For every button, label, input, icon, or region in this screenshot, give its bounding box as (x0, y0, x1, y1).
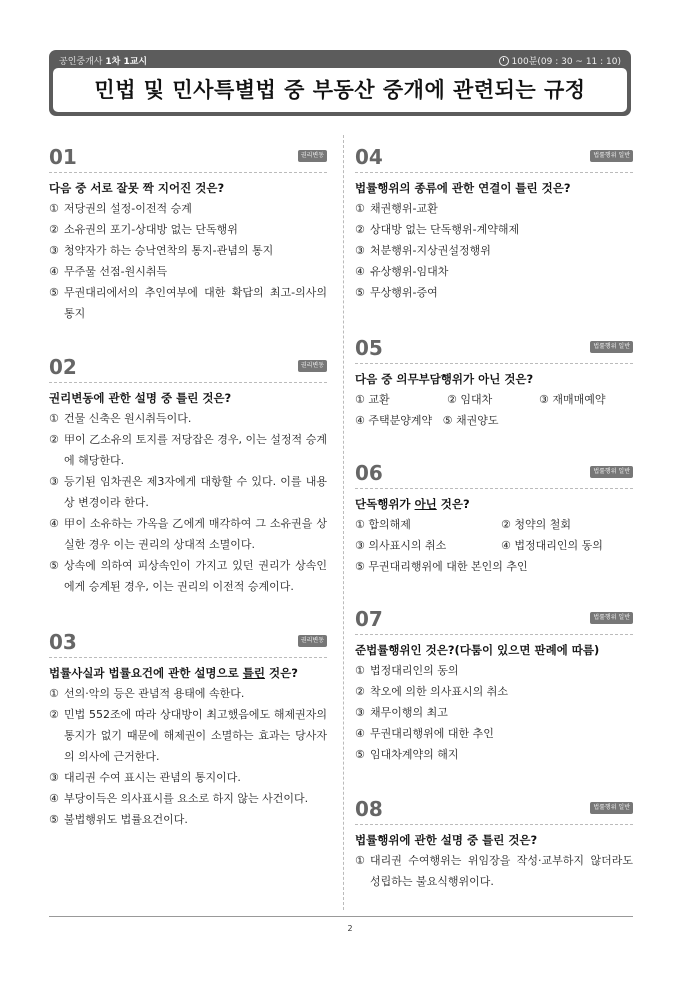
option-1[interactable] (355, 198, 633, 219)
option-3[interactable] (355, 240, 633, 261)
option-text: 건물 신축은 원시취득이다. (64, 412, 192, 425)
option-3[interactable] (49, 240, 327, 261)
option-mark: ① (355, 854, 365, 867)
option-3[interactable] (355, 535, 501, 556)
question-number: 08 (355, 797, 383, 821)
topic-tag: 법률행위 일반 (590, 612, 633, 624)
option-mark: ③ (49, 244, 59, 257)
stem-keyword: 아닌 (414, 497, 437, 511)
option-2[interactable] (355, 681, 633, 702)
option-text: 법정대리인의 동의 (370, 664, 459, 677)
question-number: 02 (49, 355, 77, 379)
option-4[interactable] (49, 513, 327, 555)
option-mark: ④ (49, 517, 59, 530)
option-1[interactable] (49, 408, 327, 429)
option-text: 소유권의 포기-상대방 없는 단독행위 (64, 223, 238, 236)
exam-title: 민법 및 민사특별법 중 부동산 중개에 관련되는 규정 (53, 68, 627, 112)
option-3[interactable] (355, 702, 633, 723)
option-4[interactable] (501, 535, 633, 556)
stem-text: 단독행위가 (355, 497, 415, 511)
question-stem (355, 495, 633, 514)
option-text: 무주물 선점-원시취득 (64, 265, 168, 278)
option-list (355, 389, 633, 410)
exam-header (49, 50, 631, 116)
option-text: 대리권 수여행위는 위임장을 작성·교부하지 않더라도 성립하는 불요식행위이다. (370, 854, 633, 888)
option-5[interactable] (49, 282, 327, 324)
option-mark: ② (447, 393, 457, 406)
question-number: 03 (49, 630, 77, 654)
question-number: 06 (355, 461, 383, 485)
option-text: 대리권 수여 표시는 관념의 통지이다. (64, 771, 241, 784)
option-text: 임대차 (460, 393, 493, 406)
option-2[interactable] (49, 219, 327, 240)
option-text: 착오에 의한 의사표시의 취소 (370, 685, 509, 698)
option-text: 상속에 의하여 피상속인이 가지고 있던 권리가 상속인에게 승계된 경우, 이는 권리의 이전적 승계이다. (64, 559, 327, 593)
option-3[interactable] (539, 389, 633, 410)
option-text: 주택분양계약 (368, 414, 433, 427)
option-text: 교환 (368, 393, 390, 406)
question-stem: 법률행위에 관한 설명 중 틀린 것은? (355, 833, 538, 847)
option-mark: ④ (355, 414, 365, 427)
question-stem: 다음 중 의무부담행위가 아닌 것은? (355, 372, 534, 386)
option-5[interactable] (355, 556, 633, 577)
option-text: 甲이 乙소유의 토지를 저당잡은 경우, 이는 설정적 승계에 해당한다. (64, 433, 327, 467)
option-mark: ⑤ (355, 560, 365, 573)
option-2[interactable] (49, 704, 327, 767)
option-4[interactable] (49, 788, 327, 809)
question-01 (49, 145, 327, 324)
option-text: 청약자가 하는 승낙연착의 통지-관념의 통지 (64, 244, 274, 257)
option-mark: ③ (49, 475, 59, 488)
option-3[interactable] (49, 471, 327, 513)
option-text: 저당권의 설정-이전적 승계 (64, 202, 192, 215)
question-number: 05 (355, 336, 383, 360)
option-list (49, 683, 327, 830)
option-text: 무상행위-증여 (370, 286, 438, 299)
option-text: 등기된 임차권은 제3자에게 대항할 수 있다. 이를 내용상 변경이라 한다. (64, 475, 327, 509)
question-02 (49, 355, 327, 597)
option-4[interactable] (355, 261, 633, 282)
option-mark: ② (49, 433, 59, 446)
option-text: 무권대리행위에 대한 본인의 추인 (368, 560, 528, 573)
option-list (49, 198, 327, 324)
question-rule (355, 172, 633, 173)
stem-text: 것은? (436, 497, 470, 511)
option-text: 청약의 철회 (514, 518, 572, 531)
option-mark: ④ (501, 539, 511, 552)
question-rule (355, 634, 633, 635)
option-mark: ④ (355, 265, 365, 278)
stem-text: 법률사실과 법률요건에 관한 설명으로 (49, 666, 243, 680)
option-list (355, 514, 633, 556)
topic-tag: 법률행위 일반 (590, 802, 633, 814)
stem-keyword: 틀린 (242, 666, 265, 680)
option-mark: ⑤ (49, 559, 59, 572)
option-mark: ③ (355, 539, 365, 552)
question-number: 04 (355, 145, 383, 169)
footer-rule (49, 916, 633, 917)
question-rule (49, 382, 327, 383)
option-mark: ① (49, 202, 59, 215)
question-stem (49, 664, 327, 683)
question-number: 07 (355, 607, 383, 631)
option-mark: ④ (355, 727, 365, 740)
option-list (355, 198, 633, 303)
option-row-2 (355, 410, 633, 431)
option-1[interactable] (49, 198, 327, 219)
option-mark: ② (355, 223, 365, 236)
option-2[interactable] (447, 389, 539, 410)
question-stem: 준법률행위인 것은?(다툼이 있으면 판례에 따름) (355, 643, 600, 657)
session-label: 1차 1교시 (105, 57, 148, 67)
option-mark: ② (49, 223, 59, 236)
option-text: 합의해제 (368, 518, 411, 531)
topic-tag: 법률행위 일반 (590, 150, 633, 162)
option-text: 의사표시의 취소 (368, 539, 447, 552)
option-mark: ④ (49, 265, 59, 278)
option-1[interactable] (355, 514, 501, 535)
option-text: 선의·악의 등은 관념적 용태에 속한다. (64, 687, 245, 700)
question-05 (355, 336, 633, 431)
page-number: 2 (347, 924, 353, 933)
option-mark: ② (49, 708, 59, 721)
option-5[interactable] (49, 809, 327, 830)
option-mark: ⑤ (49, 813, 59, 826)
option-list (355, 850, 633, 892)
option-5[interactable] (355, 282, 633, 303)
option-text: 부당이득은 의사표시를 요소로 하지 않는 사건이다. (64, 792, 309, 805)
option-text: 임대차계약의 해지 (370, 748, 459, 761)
question-rule (49, 657, 327, 658)
option-text: 채권양도 (456, 414, 499, 427)
topic-tag: 권리변동 (298, 150, 327, 162)
option-text: 불법행위도 법률요건이다. (64, 813, 188, 826)
exam-series (59, 54, 147, 67)
option-mark: ① (355, 664, 365, 677)
question-04 (355, 145, 633, 303)
topic-tag: 권리변동 (298, 635, 327, 647)
option-4[interactable] (355, 414, 432, 427)
option-2[interactable] (501, 514, 633, 535)
clock-icon (499, 56, 509, 66)
option-mark: ① (355, 202, 365, 215)
stem-text: 것은? (264, 666, 298, 680)
option-text: 무권대리에서의 추인여부에 대한 확답의 최고-의사의 통지 (64, 286, 327, 320)
option-4[interactable] (355, 723, 633, 744)
option-text: 유상행위-임대차 (370, 265, 449, 278)
option-list (49, 408, 327, 597)
option-text: 甲이 소유하는 가옥을 乙에게 매각하여 그 소유권을 상실한 경우 이는 권리의 상대적 소멸이다. (64, 517, 327, 551)
option-mark: ③ (355, 706, 365, 719)
question-stem: 법률행위의 종류에 관한 연결이 틀린 것은? (355, 181, 571, 195)
option-1[interactable] (355, 850, 633, 892)
option-text: 처분행위-지상권설정행위 (370, 244, 491, 257)
question-06 (355, 461, 633, 577)
option-5[interactable] (355, 744, 633, 765)
topic-tag: 권리변동 (298, 360, 327, 372)
question-rule (355, 363, 633, 364)
option-mark: ② (501, 518, 511, 531)
option-3[interactable] (49, 767, 327, 788)
option-mark: ④ (49, 792, 59, 805)
option-mark: ① (355, 393, 365, 406)
question-stem: 다음 중 서로 잘못 짝 지어진 것은? (49, 181, 225, 195)
option-mark: ③ (539, 393, 549, 406)
option-mark: ③ (355, 244, 365, 257)
option-mark: ⑤ (355, 748, 365, 761)
option-1[interactable] (355, 660, 633, 681)
option-mark: ⑤ (49, 286, 59, 299)
question-rule (355, 824, 633, 825)
topic-tag: 법률행위 일반 (590, 466, 633, 478)
series-label: 공인중개사 (59, 57, 103, 67)
option-4[interactable] (49, 261, 327, 282)
option-2[interactable] (355, 219, 633, 240)
option-mark: ⑤ (355, 286, 365, 299)
option-2[interactable] (49, 429, 327, 471)
option-mark: ② (355, 685, 365, 698)
question-stem: 권리변동에 관한 설명 중 틀린 것은? (49, 391, 232, 405)
exam-time (499, 54, 621, 67)
question-07 (355, 607, 633, 765)
option-text: 상대방 없는 단독행위-계약해제 (370, 223, 520, 236)
option-text: 재매매예약 (552, 393, 606, 406)
question-08 (355, 797, 633, 892)
column-divider (343, 135, 344, 910)
option-mark: ① (49, 412, 59, 425)
option-mark: ⑤ (442, 414, 453, 427)
option-text: 무권대리행위에 대한 추인 (370, 727, 494, 740)
question-number: 01 (49, 145, 77, 169)
option-text: 민법 552조에 따라 상대방이 최고했음에도 해제권자의 통지가 없기 때문에 해제권이 소멸하는 효과는 당사자의 의사에 근거한다. (64, 708, 327, 763)
option-mark: ① (49, 687, 59, 700)
question-03 (49, 630, 327, 830)
option-text: 채무이행의 최고 (370, 706, 448, 719)
option-1[interactable] (355, 389, 447, 410)
option-text: 채권행위-교환 (370, 202, 438, 215)
option-mark: ③ (49, 771, 59, 784)
option-1[interactable] (49, 683, 327, 704)
question-rule (49, 172, 327, 173)
option-5[interactable] (49, 555, 327, 597)
question-rule (355, 488, 633, 489)
option-text: 법정대리인의 동의 (514, 539, 603, 552)
option-5[interactable] (443, 414, 499, 427)
time-label: 100분(09 : 30 ~ 11 : 10) (511, 57, 621, 67)
topic-tag: 법률행위 일반 (590, 341, 633, 353)
option-list (355, 660, 633, 765)
option-mark: ① (355, 518, 365, 531)
